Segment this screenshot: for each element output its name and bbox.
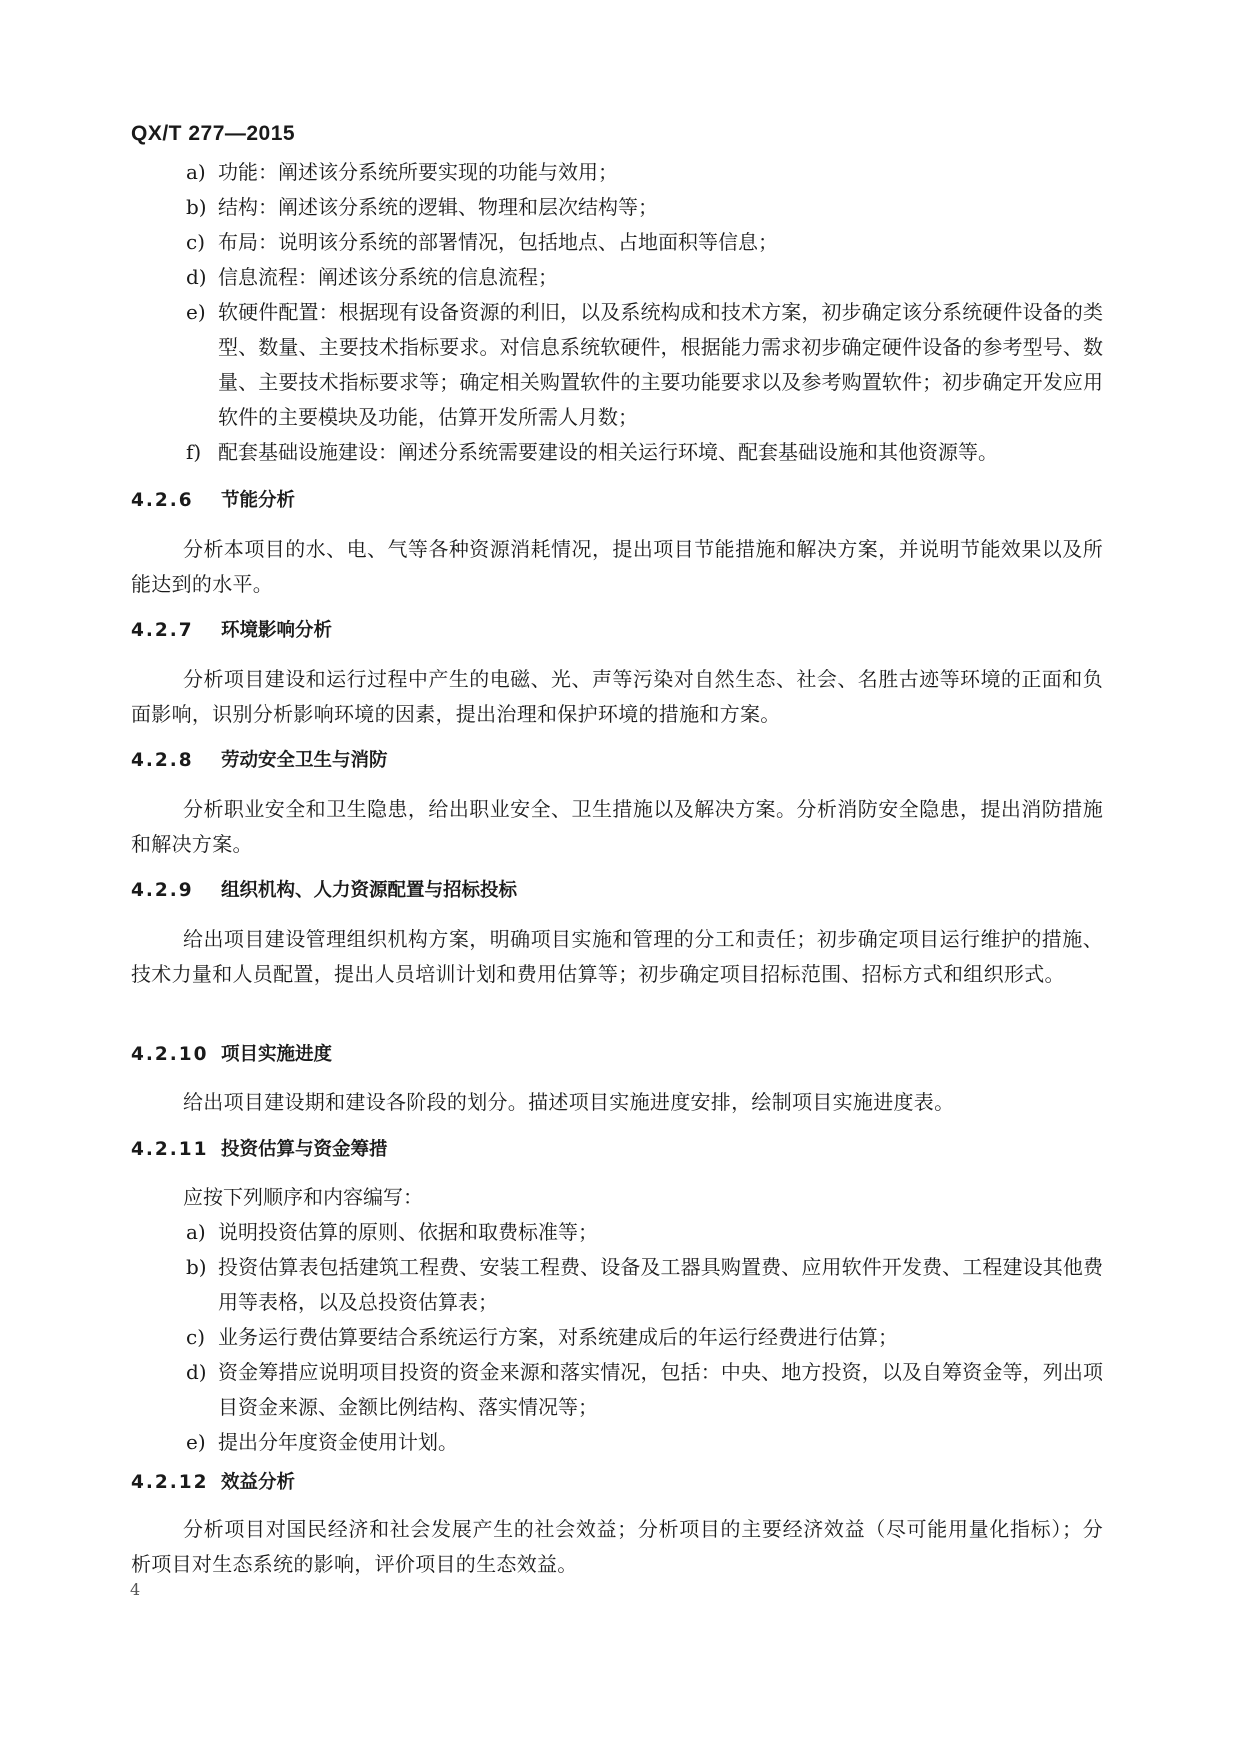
list-item — [0, 260, 1103, 295]
list-item — [0, 155, 1103, 190]
list-marker: d) — [186, 1360, 207, 1384]
list-item-text: 配套基础设施建设：阐述分系统需要建设的相关运行环境、配套基础设施和其他资源等。 — [218, 440, 998, 464]
list-item-text: 业务运行费估算要结合系统运行方案，对系统建成后的年运行经费进行估算； — [218, 1325, 898, 1349]
document-code: QX/T 277—2015 — [131, 122, 296, 145]
list-item-text: 布局：说明该分系统的部署情况，包括地点、占地面积等信息； — [218, 230, 778, 254]
list-item — [0, 1320, 1103, 1355]
list-item — [0, 190, 1103, 225]
list-marker: e) — [186, 300, 206, 324]
list-item-text: 投资估算表包括建筑工程费、安装工程费、设备及工器具购置费、应用软件开发费、工程建设其他费用等表格，以及总投资估算表； — [218, 1255, 1103, 1314]
section-body: 分析项目对国民经济和社会发展产生的社会效益；分析项目的主要经济效益（尽可能用量化指标）；分析项目对生态系统的影响，评价项目的生态效益。 — [131, 1517, 1103, 1576]
section-body: 分析本项目的水、电、气等各种资源消耗情况，提出项目节能措施和解决方案，并说明节能效果以及所能达到的水平。 — [131, 537, 1103, 596]
section-heading-4-2-9 — [131, 876, 517, 906]
list-marker: b) — [186, 1255, 207, 1279]
list-marker: a) — [186, 1220, 206, 1244]
section-number: 4.2.10 — [131, 1044, 209, 1065]
list-marker: e) — [186, 1430, 206, 1454]
list-item — [0, 1425, 1103, 1460]
list-item — [0, 295, 1103, 435]
list-item — [0, 435, 1103, 470]
section-body: 分析项目建设和运行过程中产生的电磁、光、声等污染对自然生态、社会、名胜古迹等环境的正面和负面影响，识别分析影响环境的因素，提出治理和保护环境的措施和方案。 — [131, 667, 1103, 726]
section-heading-4-2-10 — [131, 1040, 332, 1070]
section-heading-4-2-6 — [131, 486, 295, 516]
section-title: 项目实施进度 — [221, 1044, 333, 1065]
list-marker: c) — [186, 230, 206, 254]
list-marker: d) — [186, 265, 207, 289]
list-item — [0, 1215, 1103, 1250]
list-marker: c) — [186, 1325, 206, 1349]
list-marker: f) — [186, 440, 202, 464]
section-title: 劳动安全卫生与消防 — [221, 750, 388, 771]
subsystem-list — [0, 155, 1240, 470]
page-number: 4 — [130, 1580, 141, 1599]
section-title: 组织机构、人力资源配置与招标投标 — [221, 880, 518, 901]
section-lead: 应按下列顺序和内容编写： — [183, 1185, 423, 1209]
section-title: 节能分析 — [221, 490, 296, 511]
list-item-text: 软硬件配置：根据现有设备资源的利旧，以及系统构成和技术方案，初步确定该分系统硬件设备的类型、数量、主要技术指标要求。对信息系统软硬件，根据能力需求初步确定硬件设备的参考型号、数量、主要技术指标要求等；确定相关购置软件的主要功能要求以及参考购置软件；初步确定开发应用软件的主要模块及功能，估算开发所需人月数； — [218, 300, 1103, 429]
list-item — [0, 1355, 1103, 1425]
list-item-text: 信息流程：阐述该分系统的信息流程； — [218, 265, 558, 289]
investment-list — [0, 1215, 1240, 1460]
section-number: 4.2.11 — [131, 1139, 209, 1160]
list-item-text: 提出分年度资金使用计划。 — [218, 1430, 458, 1454]
list-item-text: 资金筹措应说明项目投资的资金来源和落实情况，包括：中央、地方投资，以及自筹资金等，列出项目资金来源、金额比例结构、落实情况等； — [218, 1360, 1103, 1419]
list-marker: b) — [186, 195, 207, 219]
section-body: 分析职业安全和卫生隐患，给出职业安全、卫生措施以及解决方案。分析消防安全隐患，提出消防措施和解决方案。 — [131, 797, 1103, 856]
list-item-text: 功能：阐述该分系统所要实现的功能与效用； — [218, 160, 618, 184]
section-title: 效益分析 — [221, 1472, 296, 1493]
section-heading-4-2-12 — [131, 1468, 295, 1498]
section-number: 4.2.12 — [131, 1472, 209, 1493]
section-heading-4-2-8 — [131, 746, 388, 776]
list-item-text: 说明投资估算的原则、依据和取费标准等； — [218, 1220, 598, 1244]
section-number: 4.2.9 — [131, 880, 194, 901]
list-marker: a) — [186, 160, 206, 184]
section-heading-4-2-11 — [131, 1135, 388, 1165]
section-number: 4.2.8 — [131, 750, 194, 771]
section-number: 4.2.6 — [131, 490, 194, 511]
section-body: 给出项目建设期和建设各阶段的划分。描述项目实施进度安排，绘制项目实施进度表。 — [183, 1090, 955, 1114]
section-body: 给出项目建设管理组织机构方案，明确项目实施和管理的分工和责任；初步确定项目运行维护的措施、技术力量和人员配置，提出人员培训计划和费用估算等；初步确定项目招标范围、招标方式和组织形式。 — [131, 927, 1103, 986]
list-item-text: 结构：阐述该分系统的逻辑、物理和层次结构等； — [218, 195, 658, 219]
list-item — [0, 1250, 1103, 1320]
section-heading-4-2-7 — [131, 616, 332, 646]
section-title: 环境影响分析 — [221, 620, 333, 641]
section-number: 4.2.7 — [131, 620, 194, 641]
list-item — [0, 225, 1103, 260]
section-title: 投资估算与资金筹措 — [221, 1139, 388, 1160]
